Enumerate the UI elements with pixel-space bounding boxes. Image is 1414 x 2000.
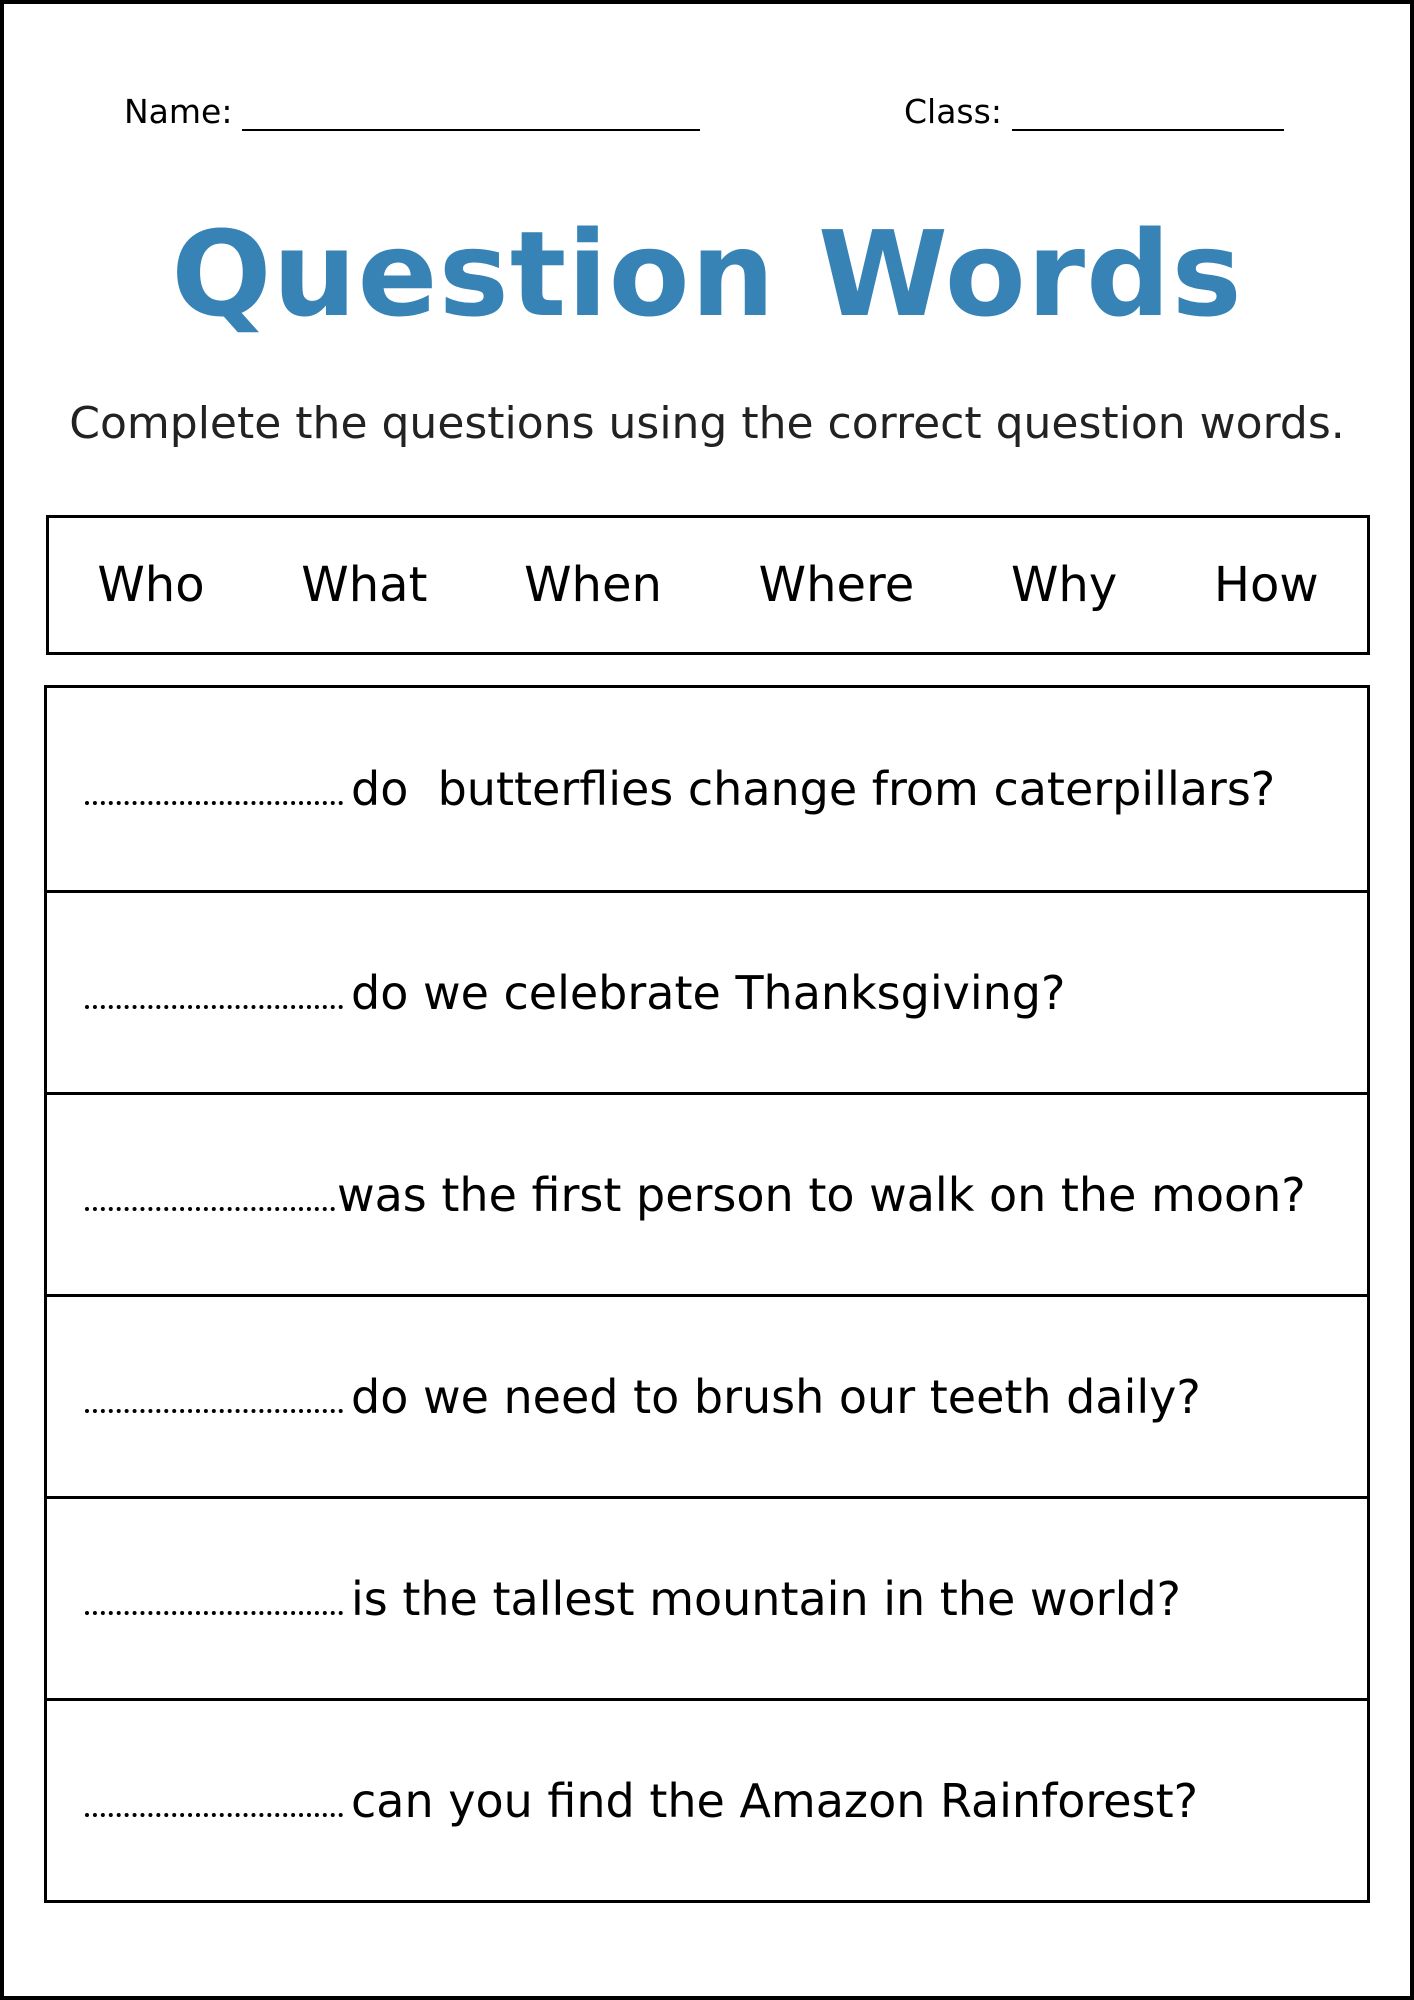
- instructions: Complete the questions using the correct question words.: [69, 398, 1345, 449]
- answer-blank[interactable]: [85, 1005, 343, 1009]
- word-bank-item: What: [301, 557, 428, 613]
- word-bank-item: Why: [1010, 557, 1118, 613]
- name-label: Name:: [124, 92, 233, 131]
- question-text: can you find the Amazon Rainforest?: [351, 1773, 1199, 1828]
- question-row: [47, 1496, 1367, 1698]
- name-field: [124, 92, 700, 131]
- class-label: Class:: [904, 92, 1002, 131]
- question-text: was the first person to walk on the moon?: [337, 1167, 1306, 1222]
- page-title: Question Words: [171, 205, 1243, 343]
- class-field: [904, 92, 1284, 131]
- question-row: [47, 890, 1367, 1092]
- question-row: [47, 688, 1367, 890]
- word-bank-item: Who: [97, 557, 205, 613]
- answer-blank[interactable]: [85, 1207, 335, 1211]
- class-input-line[interactable]: [1012, 93, 1284, 131]
- answer-blank[interactable]: [85, 1813, 343, 1817]
- answer-blank[interactable]: [85, 1409, 343, 1413]
- question-text: do we need to brush our teeth daily?: [351, 1369, 1201, 1424]
- name-input-line[interactable]: [242, 93, 700, 131]
- question-row: [47, 1294, 1367, 1496]
- answer-blank[interactable]: [85, 801, 343, 805]
- question-row: [47, 1698, 1367, 1900]
- word-bank-item: When: [524, 557, 662, 613]
- word-bank-item: Where: [758, 557, 915, 613]
- word-bank-item: How: [1213, 557, 1319, 613]
- question-text: is the tallest mountain in the world?: [351, 1571, 1181, 1626]
- word-bank: [46, 515, 1370, 655]
- question-text: do we celebrate Thanksgiving?: [351, 965, 1066, 1020]
- answer-blank[interactable]: [85, 1611, 343, 1615]
- questions-table: [44, 685, 1370, 1903]
- question-text: do butterflies change from caterpillars?: [351, 762, 1276, 816]
- question-row: [47, 1092, 1367, 1294]
